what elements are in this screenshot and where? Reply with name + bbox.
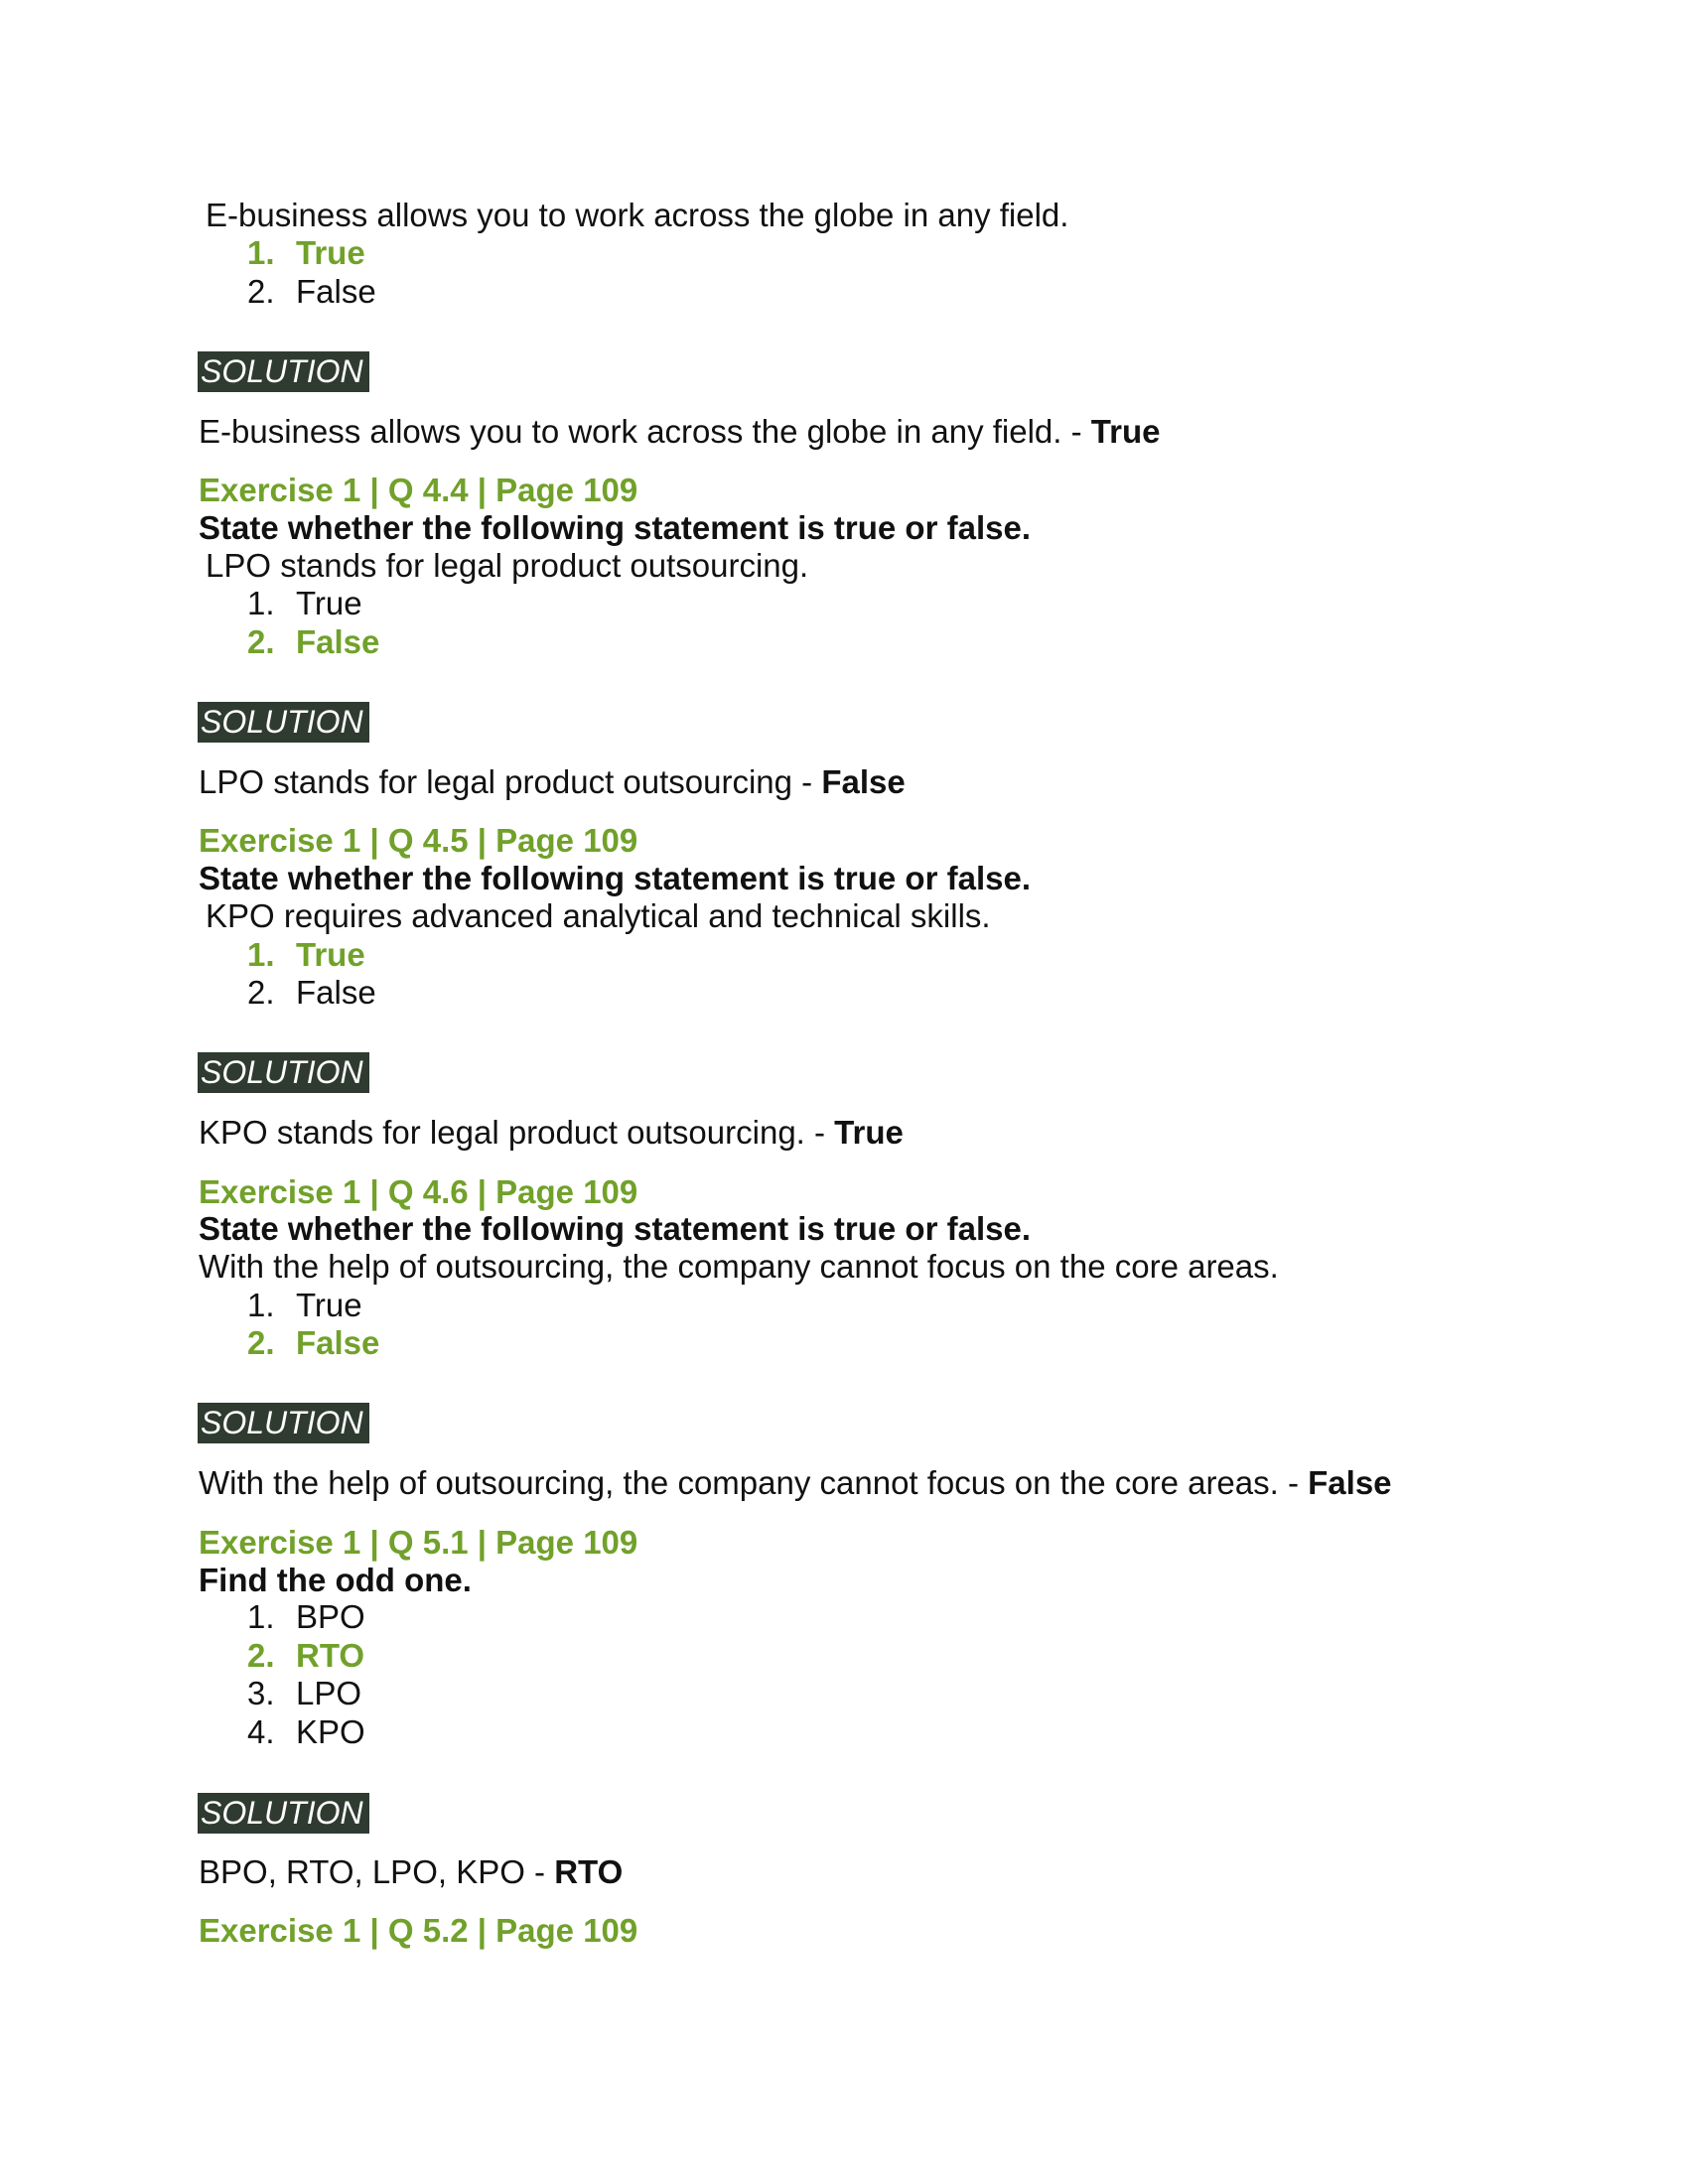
- option-item: [247, 272, 376, 312]
- answer-line: [199, 412, 1160, 452]
- exercise-heading: Exercise 1 | Q 5.1 | Page 109: [199, 1524, 638, 1561]
- instruction-text: State whether the following statement is true or false.: [199, 509, 1031, 546]
- answer-bold: True: [834, 1114, 904, 1151]
- exercise-heading: Exercise 1 | Q 4.6 | Page 109: [199, 1173, 638, 1210]
- answer-text: E-business allows you to work across the globe in any field. -: [199, 413, 1091, 450]
- option-label: True: [296, 234, 365, 271]
- option-label: False: [296, 623, 380, 660]
- option-item: [247, 1636, 364, 1676]
- option-number: 4.: [247, 1713, 275, 1750]
- exercise-heading: Exercise 1 | Q 5.2 | Page 109: [199, 1912, 638, 1949]
- answer-line: [199, 1463, 1392, 1503]
- option-number: 2.: [247, 623, 275, 660]
- option-item: [247, 973, 376, 1013]
- instruction-text: State whether the following statement is true or false.: [199, 1210, 1031, 1247]
- solution-label: SOLUTION: [198, 351, 369, 392]
- option-label: False: [296, 974, 376, 1011]
- option-label: True: [296, 585, 362, 621]
- option-number: 3.: [247, 1675, 275, 1711]
- option-number: 1.: [247, 1598, 275, 1635]
- exercise-heading: Exercise 1 | Q 4.5 | Page 109: [199, 822, 638, 859]
- exercise-heading: Exercise 1 | Q 4.4 | Page 109: [199, 472, 638, 508]
- option-number: 2.: [247, 1637, 275, 1674]
- answer-bold: True: [1090, 413, 1161, 450]
- option-number: 2.: [247, 273, 275, 310]
- answer-line: [199, 762, 906, 802]
- option-number: 1.: [247, 585, 275, 621]
- solution-label: SOLUTION: [198, 1403, 369, 1443]
- option-label: KPO: [296, 1713, 365, 1750]
- option-label: False: [296, 273, 376, 310]
- option-item: [247, 1674, 361, 1713]
- option-label: BPO: [296, 1598, 365, 1635]
- option-item: [247, 935, 365, 975]
- solution-label: SOLUTION: [198, 1052, 369, 1093]
- option-item: [247, 1712, 365, 1752]
- answer-text: KPO stands for legal product outsourcing. -: [199, 1114, 835, 1151]
- answer-line: [199, 1113, 904, 1153]
- question-text: With the help of outsourcing, the company cannot focus on the core areas.: [199, 1248, 1279, 1285]
- answer-text: With the help of outsourcing, the company cannot focus on the core areas. -: [199, 1464, 1309, 1501]
- answer-bold: RTO: [554, 1853, 624, 1890]
- option-label: True: [296, 1287, 362, 1323]
- option-label: LPO: [296, 1675, 362, 1711]
- answer-text: LPO stands for legal product outsourcing -: [199, 763, 822, 800]
- answer-text: BPO, RTO, LPO, KPO -: [199, 1853, 555, 1890]
- option-label: True: [296, 936, 365, 973]
- question-text: LPO stands for legal product outsourcing.: [206, 547, 809, 584]
- option-item: [247, 1597, 365, 1637]
- option-number: 1.: [247, 234, 275, 271]
- option-label: RTO: [296, 1637, 365, 1674]
- option-item: [247, 622, 379, 662]
- answer-bold: False: [821, 763, 906, 800]
- option-number: 1.: [247, 936, 275, 973]
- question-text: E-business allows you to work across the globe in any field.: [206, 197, 1069, 233]
- option-label: False: [296, 1324, 380, 1361]
- solution-label: SOLUTION: [198, 1793, 369, 1834]
- option-number: 1.: [247, 1287, 275, 1323]
- option-number: 2.: [247, 1324, 275, 1361]
- instruction-text: Find the odd one.: [199, 1562, 472, 1598]
- option-item: [247, 584, 362, 623]
- solution-label: SOLUTION: [198, 702, 369, 743]
- question-text: KPO requires advanced analytical and technical skills.: [206, 897, 991, 934]
- answer-bold: False: [1308, 1464, 1392, 1501]
- option-item: [247, 233, 365, 273]
- option-item: [247, 1286, 362, 1325]
- option-item: [247, 1323, 379, 1363]
- instruction-text: State whether the following statement is true or false.: [199, 860, 1031, 896]
- answer-line: [199, 1852, 623, 1892]
- option-number: 2.: [247, 974, 275, 1011]
